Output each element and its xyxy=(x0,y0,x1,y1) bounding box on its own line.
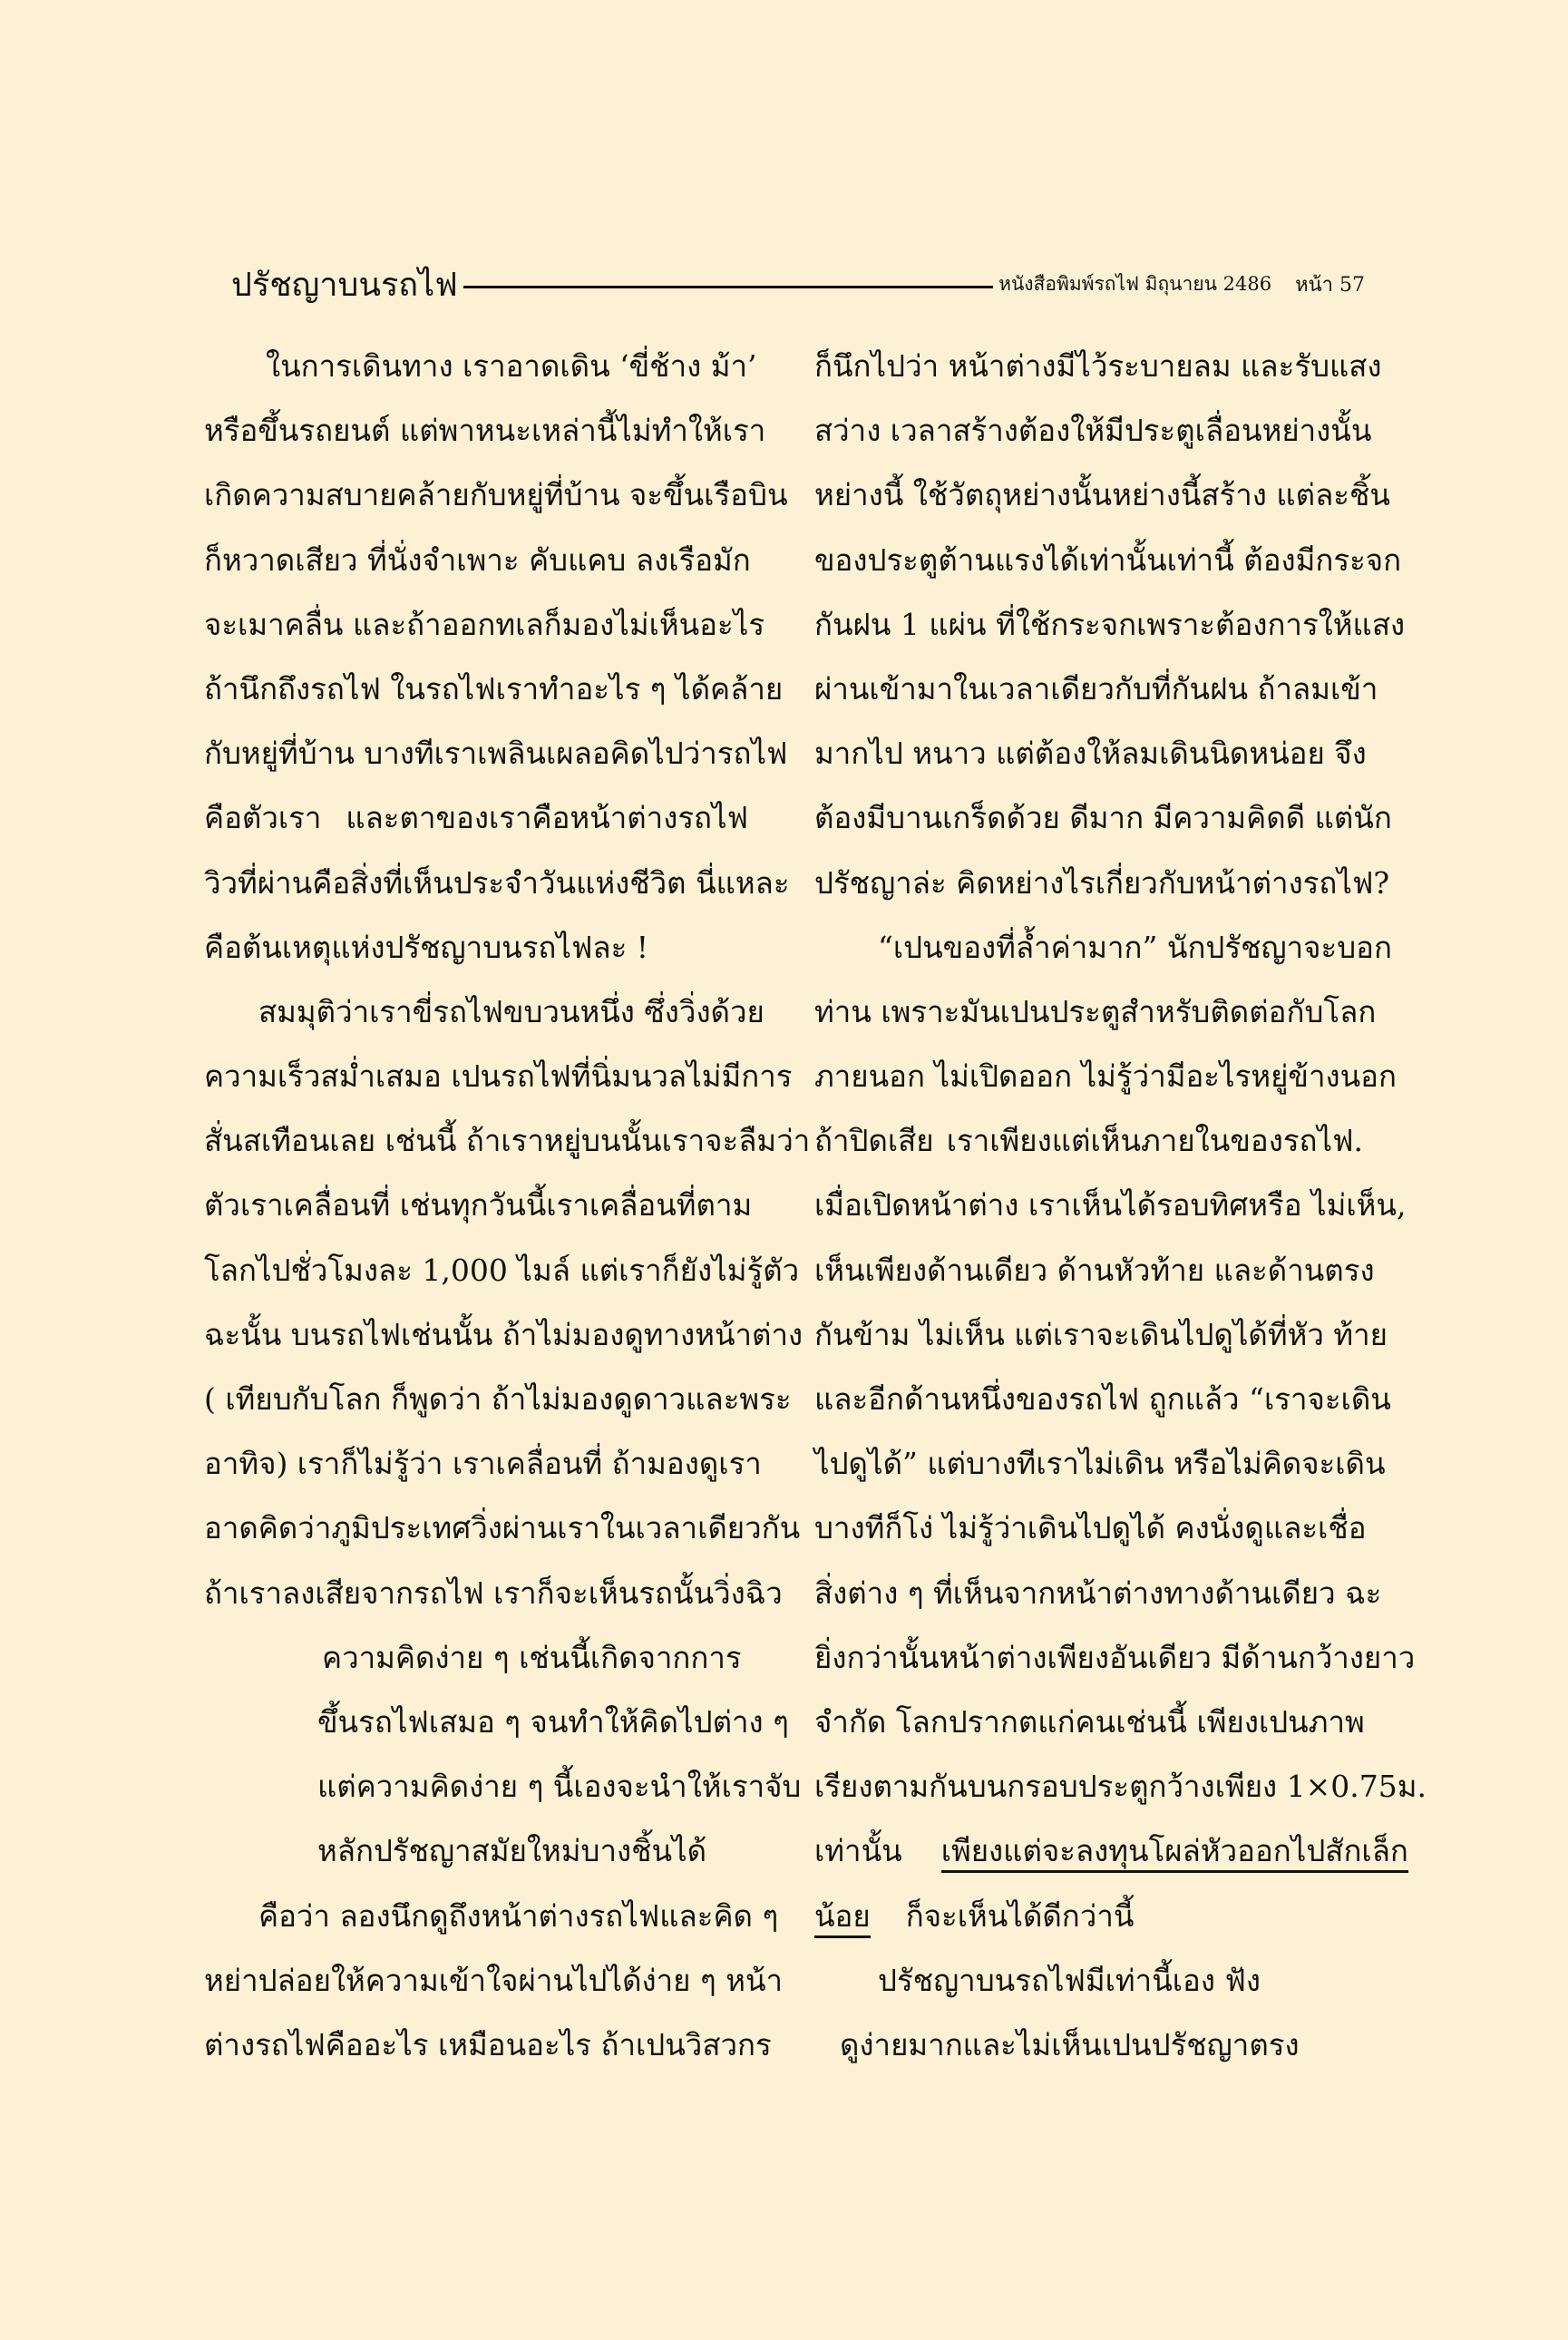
text-line: ( เทียบกับโลก ก็พูดว่า ถ้าไม่มองดูดาวและพระ xyxy=(204,1381,792,1417)
text-line: สิ่งต่าง ๆ ที่เห็นจากหน้าต่างทางด้านเดียว ฉะ xyxy=(814,1575,1382,1611)
text-line: คือต้นเหตุแห่งปรัชญาบนรถไฟละ ! xyxy=(204,929,649,965)
text-line: “เปนของที่ล้ำค่ามาก” นักปรัชญาจะบอก xyxy=(878,929,1392,965)
text-line: ถ้าปิดเสีย เราเพียงแต่เห็นภายในของรถไฟ. xyxy=(814,1123,1363,1159)
text-line: คือตัวเรา และตาของเราคือหน้าต่างรถไฟ xyxy=(204,800,748,836)
publication-line: หนังสือพิมพ์รถไฟ มิถุนายน 2486 xyxy=(998,272,1272,295)
text-line: ความเร็วสม่ำเสมอ เปนรถไฟที่นิ่มนวลไม่มีการ xyxy=(204,1058,793,1095)
text-line: จำกัด โลกปรากตแก่คนเช่นนี้ เพียงเปนภาพ xyxy=(814,1703,1365,1740)
text-line: ผ่านเข้ามาในเวลาเดียวกับที่กันฝน ถ้าลมเข้า xyxy=(814,670,1378,707)
text-line: สว่าง เวลาสร้างต้องให้มีประตูเลื่อนหย่างนั้น xyxy=(814,413,1372,449)
text-line: ต่างรถไฟคืออะไร เหมือนอะไร ถ้าเปนวิสวกร xyxy=(204,2026,772,2062)
text-line: กันฝน 1 แผ่น ที่ใช้กระจกเพราะต้องการให้แสง xyxy=(814,606,1406,642)
underlined-fragment: เพียงแต่จะลงทุนโผล่หัวออกไปสักเล็ก xyxy=(941,1833,1408,1873)
header-rule xyxy=(463,286,993,288)
text-line: ไปดูได้” แต่บางทีเราไม่เดิน หรือไม่คิดจะเดิน xyxy=(814,1446,1386,1482)
text-line: หย่าปล่อยให้ความเข้าใจผ่านไปได้ง่าย ๆ หน้า xyxy=(204,1962,784,1998)
text-line: หย่างนี้ ใช้วัตถุหย่างนั้นหย่างนี้สร้าง แต่ละชิ้น xyxy=(814,477,1390,513)
text-line: ต้องมีบานเกร็ดด้วย ดีมาก มีความคิดดี แต่นัก xyxy=(814,800,1392,836)
text-line: ฉะนั้น บนรถไฟเช่นนั้น ถ้าไม่มองดูทางหน้าต่าง xyxy=(204,1316,803,1352)
text-line: ตัวเราเคลื่อนที่ เช่นทุกวันนี้เราเคลื่อนที่ตาม xyxy=(204,1187,753,1224)
text-line: เห็นเพียงด้านเดียว ด้านหัวท้าย และด้านตรง xyxy=(814,1252,1375,1288)
text-line: อาดคิดว่าภูมิประเทศวิ่งผ่านเราในเวลาเดียวกัน xyxy=(204,1510,801,1546)
text-line: สมมุติว่าเราขี่รถไฟขบวนหนึ่ง ซึ่งวิ่งด้วย xyxy=(258,993,765,1029)
text-line: แต่ความคิดง่าย ๆ นี้เองจะนำให้เราจับ xyxy=(317,1769,802,1805)
text-line: ในการเดินทาง เราอาดเดิน ‘ขี่ช้าง ม้า’ xyxy=(266,348,757,384)
text-fragment: ก็จะเห็นได้ดีกว่านี้ xyxy=(905,1897,1135,1934)
text-line-underlined xyxy=(814,1818,1408,1883)
text-line: มากไป หนาว แต่ต้องให้ลมเดินนิดหน่อย จึง xyxy=(814,736,1367,772)
text-line: ปรัชญาล่ะ คิดหย่างไรเกี่ยวกับหน้าต่างรถไฟ? xyxy=(814,864,1390,901)
text-line: ก็นึกไปว่า หน้าต่างมีไว้ระบายลม และรับแสง xyxy=(814,348,1382,384)
right-column xyxy=(814,334,1427,2077)
page-number: หน้า 57 xyxy=(1295,273,1365,297)
text-line: ของประตูต้านแรงได้เท่านั้นเท่านี้ ต้องมีกระจก xyxy=(814,541,1402,578)
text-line: ความคิดง่าย ๆ เช่นนี้เกิดจากการ xyxy=(322,1639,742,1675)
text-line: ถ้าเราลงเสียจากรถไฟ เราก็จะเห็นรถนั้นวิ่งฉิว xyxy=(204,1575,783,1611)
page-header xyxy=(231,261,1365,307)
left-column xyxy=(204,334,811,2077)
text-line: และอีกด้านหนึ่งของรถไฟ ถูกแล้ว “เราจะเดิน xyxy=(814,1381,1391,1417)
text-line: ภายนอก ไม่เปิดออก ไม่รู้ว่ามีอะไรหยู่ข้างนอก xyxy=(814,1058,1397,1095)
text-line: หลักปรัชญาสมัยใหม่บางชิ้นได้ xyxy=(317,1833,707,1869)
text-line: ท่าน เพราะมันเปนประตูสำหรับติดต่อกับโลก xyxy=(814,993,1377,1029)
text-fragment: เท่านั้น xyxy=(814,1833,902,1869)
text-line: ดูง่ายมากและไม่เห็นเปนปรัชญาตรง xyxy=(840,2026,1300,2062)
text-line: เกิดความสบายคล้ายกับหยู่ที่บ้าน จะขึ้นเรือบิน xyxy=(204,477,788,513)
text-line-underlined xyxy=(814,1884,1363,1948)
underlined-fragment: น้อย xyxy=(814,1898,871,1938)
text-line: วิวที่ผ่านคือสิ่งที่เห็นประจำวันแห่งชีวิต นี่แหละ xyxy=(204,864,790,901)
text-line: บางทีก็โง่ ไม่รู้ว่าเดินไปดูได้ คงนั่งดูและเชื่อ xyxy=(814,1510,1367,1546)
running-title: ปรัชญาบนรถไฟ xyxy=(231,266,458,304)
text-line: จะเมาคลื่น และถ้าออกทเลก็มองไม่เห็นอะไร xyxy=(204,606,765,642)
text-line: โลกไปชั่วโมงละ 1,000 ไมล์ แต่เราก็ยังไม่รู้ตัว xyxy=(204,1252,800,1288)
text-line: เรียงตามกันบนกรอบประตูกว้างเพียง 1×0.75ม. xyxy=(814,1769,1427,1805)
text-line: ก็หวาดเสียว ที่นั่งจำเพาะ คับแคบ ลงเรือมัก xyxy=(204,541,751,578)
text-line: กันข้าม ไม่เห็น แต่เราจะเดินไปดูได้ที่หัว ท้าย xyxy=(814,1316,1388,1352)
text-line: ปรัชญาบนรถไฟมีเท่านี้เอง ฟัง xyxy=(878,1962,1261,1998)
text-line: ขึ้นรถไฟเสมอ ๆ จนทำให้คิดไปต่าง ๆ xyxy=(317,1703,789,1740)
text-line: อาทิจ) เราก็ไม่รู้ว่า เราเคลื่อนที่ ถ้ามองดูเรา xyxy=(204,1446,762,1482)
text-line: คือว่า ลองนึกดูถึงหน้าต่างรถไฟและคิด ๆ xyxy=(258,1897,779,1934)
text-line: หรือขึ้นรถยนต์ แต่พาหนะเหล่านี้ไม่ทำให้เรา xyxy=(204,413,766,449)
text-line: ถ้านึกถึงรถไฟ ในรถไฟเราทำอะไร ๆ ได้คล้าย xyxy=(204,670,784,707)
text-line: สั่นสเทือนเลย เช่นนี้ ถ้าเราหยู่บนนั้นเราจะลืมว่า xyxy=(204,1123,811,1159)
text-line: กับหยู่ที่บ้าน บางทีเราเพลินเผลอคิดไปว่ารถไฟ xyxy=(204,736,788,772)
text-line: ยิ่งกว่านั้นหน้าต่างเพียงอันเดียว มีด้านกว้างยาว xyxy=(814,1639,1416,1675)
text-line: เมื่อเปิดหน้าต่าง เราเห็นได้รอบทิศหรือ ไม่เห็น, xyxy=(814,1187,1407,1224)
